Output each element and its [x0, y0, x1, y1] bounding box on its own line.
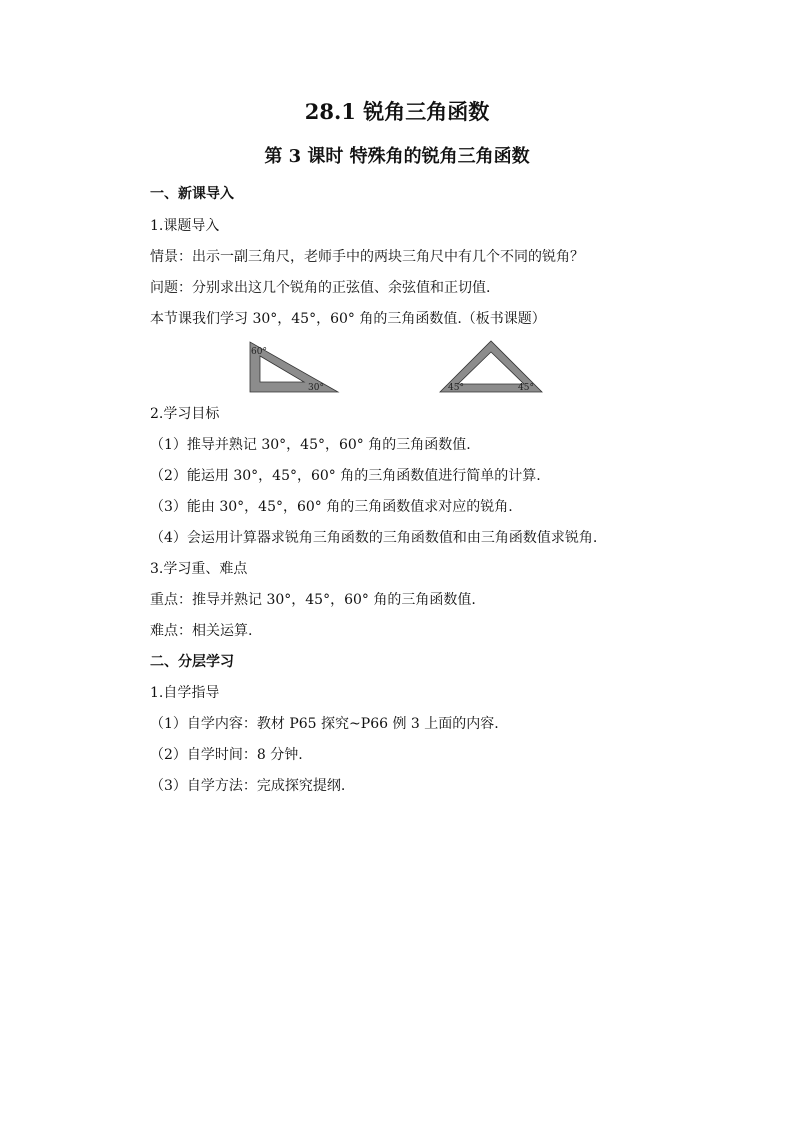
learning-goals-title: 2.学习目标 [150, 406, 220, 422]
guide-item: （2）自学时间：8 分钟. [150, 747, 303, 763]
page-title: 28.1 锐角三角函数 [304, 99, 490, 124]
label-45-degree-right: 45° [518, 383, 534, 393]
label-60-degree: 60° [251, 347, 267, 357]
key-points-title: 3.学习重、难点 [150, 561, 248, 577]
goal-item: （4）会运用计算器求锐角三角函数的三角函数值和由三角函数值求锐角. [150, 530, 598, 546]
question-text: 问题：分别求出这几个锐角的正弦值、余弦值和正切值. [150, 280, 491, 296]
page-subtitle: 第 3 课时 特殊角的锐角三角函数 [264, 146, 530, 167]
isosceles-triangle-45-45 [440, 341, 542, 393]
lesson-intro-text: 本节课我们学习 30°，45°，60° 角的三角函数值.（板书课题） [150, 311, 546, 327]
guide-item: （3）自学方法：完成探究提纲. [150, 778, 346, 794]
right-angle-triangle-30-60 [250, 342, 338, 393]
scene-text: 情景：出示一副三角尺，老师手中的两块三角尺中有几个不同的锐角？ [150, 249, 584, 265]
goal-item: （1）推导并熟记 30°，45°，60° 角的三角函数值. [150, 437, 471, 453]
self-study-title: 1.自学指导 [150, 685, 220, 701]
label-45-degree-left: 45° [448, 383, 464, 393]
topic-intro-title: 1.课题导入 [150, 218, 220, 234]
guide-item: （1）自学内容：教材 P65 探究~P66 例 3 上面的内容. [150, 716, 499, 732]
section-heading-new-lesson: 一、新课导入 [150, 186, 234, 202]
key-point-text: 重点：推导并熟记 30°，45°，60° 角的三角函数值. [150, 592, 476, 608]
difficulty-text: 难点：相关运算. [150, 623, 253, 639]
goal-item: （2）能运用 30°，45°，60° 角的三角函数值进行简单的计算. [150, 468, 541, 484]
goal-item: （3）能由 30°，45°，60° 角的三角函数值求对应的锐角. [150, 499, 513, 515]
set-squares-figure [240, 338, 560, 400]
label-30-degree: 30° [308, 383, 324, 393]
section-heading-layered-study: 二、分层学习 [150, 654, 234, 670]
